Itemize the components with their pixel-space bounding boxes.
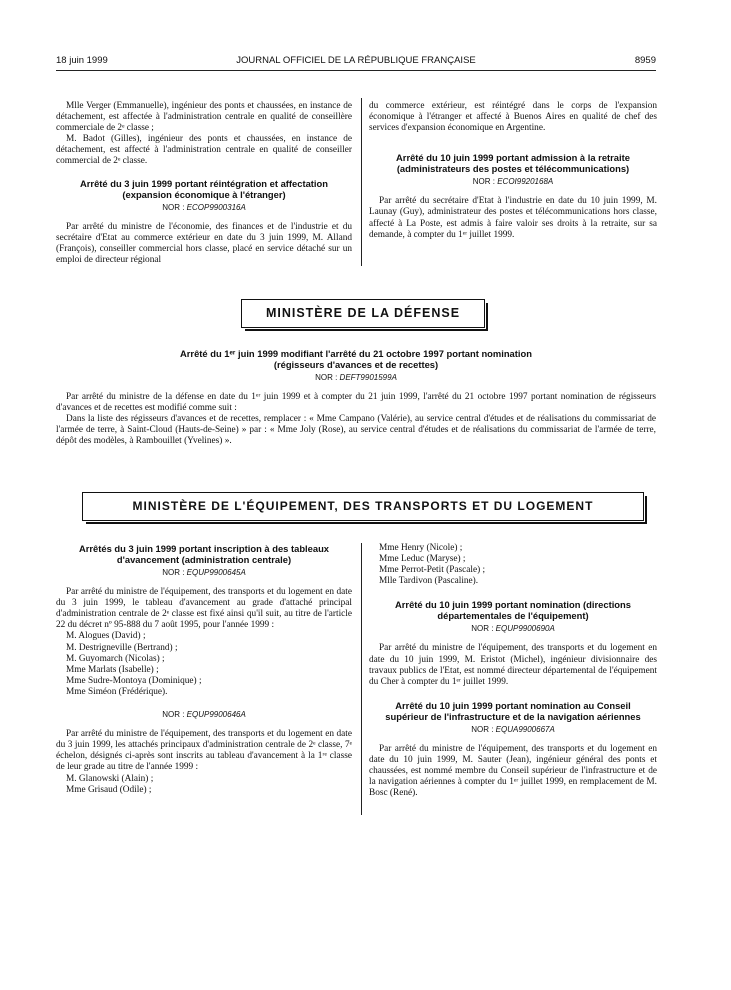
list-item: Mlle Tardivon (Pascaline). (379, 576, 479, 587)
equipement-left-column (56, 543, 352, 796)
defense-section (56, 348, 656, 448)
equipement-right-column (369, 543, 657, 799)
ministry-title-defense: MINISTÈRE DE LA DÉFENSE (241, 299, 485, 328)
list-item: Mme Grisaud (Odile) ; (66, 784, 152, 795)
nor-reference: NOR : EQUP9900645A (162, 568, 246, 577)
paragraph: du commerce extérieur, est réintégré dans le corps de l'expansion économique à l'étranger et affecté à Buenos Aires en qualité de chef des services d'expansion économique en Argentine. (369, 101, 657, 134)
list-item: M. Destrigneville (Bertrand) ; (66, 642, 178, 653)
list-item: M. Alogues (David) ; (66, 631, 146, 642)
list-item: Mme Perrot-Petit (Pascale) ; (379, 565, 486, 576)
paragraph: M. Badot (Gilles), ingénieur des ponts et chaussées, en instance de détachement, est affecté à l'administration centrale en qualité de conseiller commercial de 2ᵉ classe. (56, 134, 352, 167)
nor-reference: NOR : ECOI9920168A (472, 177, 554, 187)
decree-heading: Arrêté du 3 juin 1999 portant réintégration et affectation (expansion économique à l'étranger) (80, 177, 328, 200)
paragraph: Par arrêté du ministre de l'équipement, des transports et du logement en date du 10 juin 1999, M. Sauter (Jean), ingénieur général des ponts et chaussées, est nommé membre du Conseil supérieur de l'infrastructure et de la navigation aériennes à compter du 1ᵉʳ juillet 1999, en remplacement de M. Bosc (René). (369, 743, 657, 799)
top-left-column (56, 101, 352, 266)
paragraph: Par arrêté du ministre de l'équipement, des transports et du logement en date du 10 juin 1999, M. Eristot (Michel), ingénieur divisionnaire des travaux publics de l'Etat, est nommé directeur départemental de l'équipement du Cher à compter du 1ᵉʳ juillet 1999. (369, 643, 657, 687)
paragraph: Par arrêté du ministre de l'équipement, des transports et du logement en date du 3 juin 1999, le tableau d'avancement au grade d'attaché principal d'administration centrale de 2ᵉ classe est fixé ainsi qu'il suit, au titre de l'article 22 du décret nº 95-888 du 7 août 1995, pour l'année 1999 : (56, 587, 352, 631)
nominee-list (56, 774, 352, 796)
header-date: 18 juin 1999 (56, 55, 108, 66)
list-item: Mme Leduc (Maryse) ; (379, 554, 466, 565)
list-item: Mme Siméon (Frédérique). (66, 686, 168, 697)
paragraph: Par arrêté du ministre de l'équipement, des transports et du logement en date du 3 juin 1999, les attachés principaux d'administration centrale de 2ᵉ classe, 7ᵉ échelon, désignés ci-après sont inscrits au tableau d'avancement à la 1ʳᵉ classe de leur grade au titre de l'année 1999 : (56, 729, 352, 773)
header-rule (56, 70, 656, 71)
paragraph: Par arrêté du ministre de l'économie, des finances et de l'industrie et du secrétaire d'Etat au commerce extérieur en date du 3 juin 1999, M. Alland (François), conseiller commercial hors classe, placé en service détaché sur un emploi de directeur régional (56, 221, 352, 265)
top-right-column (369, 101, 657, 241)
decree-heading: Arrêté du 1ᵉʳ juin 1999 modifiant l'arrêté du 21 octobre 1997 portant nomination (régisseurs d'avances et de recettes) (180, 348, 532, 370)
decree-heading: Arrêté du 10 juin 1999 portant nomination (directions départementales de l'équipement) (395, 599, 631, 622)
paragraph: Par arrêté du secrétaire d'Etat à l'industrie en date du 10 juin 1999, M. Launay (Guy), administrateur des postes et télécommunications hors classe, affecté à La Poste, est admis à faire valoir ses droits à la retraite, sur sa demande, à compter du 1ᵉʳ juillet 1999. (369, 196, 657, 240)
ministry-title-equipement: MINISTÈRE DE L'ÉQUIPEMENT, DES TRANSPORTS ET DU LOGEMENT (82, 492, 644, 521)
list-item: Mme Henry (Nicole) ; (379, 543, 463, 553)
column-divider (361, 543, 362, 815)
nor-reference: NOR : EQUP9900690A (471, 624, 555, 634)
paragraph: Par arrêté du ministre de la défense en date du 1ᵉʳ juin 1999 et à compter du 21 juin 1999, l'arrêté du 21 octobre 1997 portant nomination de régisseurs d'avances et de recettes est modifié comme suit : (56, 392, 656, 414)
header-page-number: 8959 (634, 55, 656, 66)
nominee-list (56, 631, 352, 698)
paragraph: Mlle Verger (Emmanuelle), ingénieur des ponts et chaussées, en instance de détachement, est affectée à l'administration centrale en qualité de conseillère commerciale de 2ᵉ classe ; (56, 101, 352, 134)
nor-reference: NOR : EQUP9900646A (162, 710, 246, 720)
paragraph: Dans la liste des régisseurs d'avances et de recettes, remplacer : « Mme Campano (Valérie), au service central d'études et de réalisations du commissariat de l'armée de terre, à Saint-Cloud (Hauts-de-Seine) » par : « Mme Joly (Rose), au service central d'études et de réalisations du commissariat de l'armée de terre, dépôt des modèles, à Rambouillet (Yvelines) ». (56, 414, 656, 447)
page-header (56, 55, 656, 69)
column-divider (361, 98, 362, 266)
header-journal-title: JOURNAL OFFICIEL DE LA RÉPUBLIQUE FRANÇAISE (236, 55, 476, 66)
decree-heading: Arrêtés du 3 juin 1999 portant inscription à des tableaux d'avancement (administration centrale) (78, 543, 330, 565)
decree-heading: Arrêté du 10 juin 1999 portant nomination au Conseil supérieur de l'infrastructure et de la navigation aériennes (385, 699, 641, 722)
list-item: M. Glanowski (Alain) ; (66, 773, 154, 784)
nor-reference: NOR : ECOP9900316A (162, 202, 246, 212)
decree-heading: Arrêté du 10 juin 1999 portant admission à la retraite (administrateurs des postes et télécommunications) (396, 152, 630, 175)
nor-reference: NOR : DEFT9901599A (315, 373, 397, 382)
nor-reference: NOR : EQUA9900667A (471, 724, 555, 734)
list-item: Mme Sudre-Montoya (Dominique) ; (66, 675, 202, 686)
nominee-list (369, 543, 657, 587)
list-item: M. Guyomarch (Nicolas) ; (66, 653, 165, 664)
list-item: Mme Marlats (Isabelle) ; (66, 664, 159, 675)
